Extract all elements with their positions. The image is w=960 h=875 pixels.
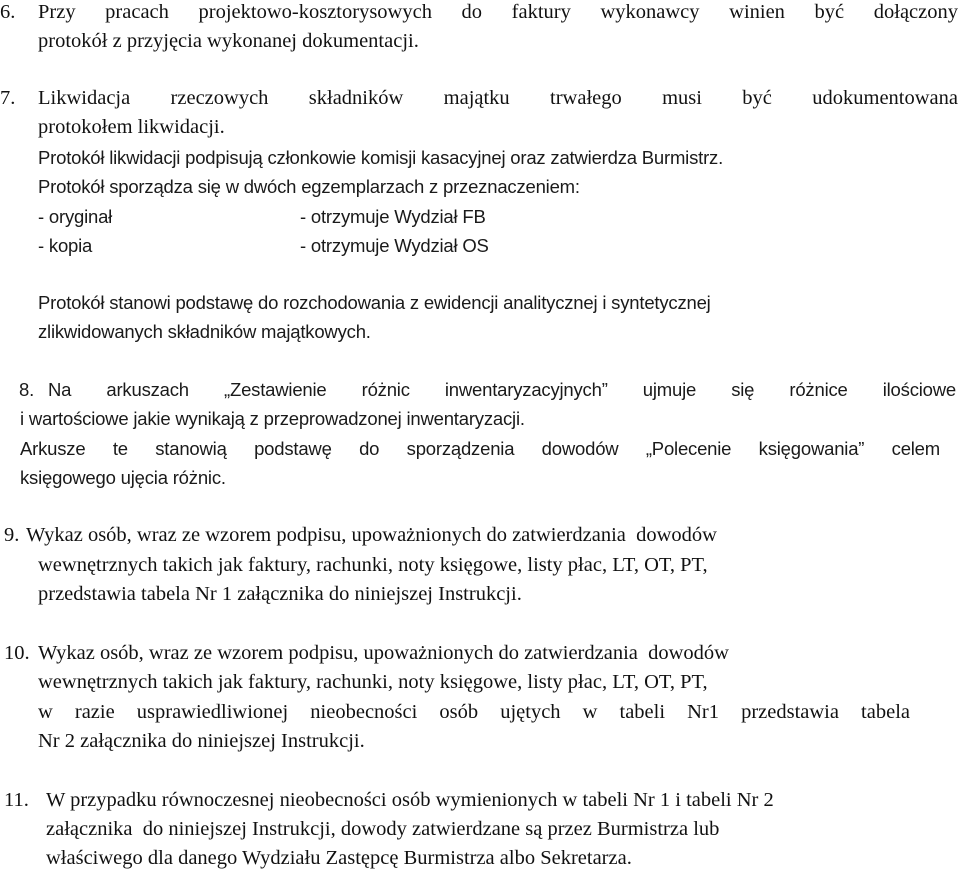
section-7-number: 7. (0, 87, 16, 109)
section-10-line-1: Wykaz osób, wraz ze wzorem podpisu, upoważnionych do zatwierdzania dowodów (38, 642, 729, 664)
section-7-line-5: Protokół stanowi podstawę do rozchodowania z ewidencji analitycznej i syntetycznej (38, 292, 711, 313)
copy-kopia-recipient: - otrzymuje Wydział OS (300, 235, 489, 256)
copy-original-label: - oryginał (38, 206, 113, 227)
section-7-line-6: zlikwidowanych składników majątkowych. (38, 321, 371, 342)
section-8-line-2: i wartościowe jakie wynikają z przeprowadzonej inwentaryzacji. (20, 408, 525, 429)
section-9-line-3: przedstawia tabela Nr 1 załącznika do niniejszej Instrukcji. (38, 583, 522, 605)
copy-kopia-label: - kopia (38, 235, 93, 256)
section-10-line-3: w razie usprawiedliwionej nieobecności osób ujętych w tabeli Nr1 przedstawia tabela (38, 701, 910, 723)
section-6-number: 6. (0, 1, 16, 23)
section-7-line-4: Protokół sporządza się w dwóch egzemplarzach z przeznaczeniem: (38, 176, 580, 197)
section-10-line-2: wewnętrznych takich jak faktury, rachunki, noty księgowe, listy płac, LT, OT, PT, (38, 671, 708, 693)
section-11-number: 11. (4, 789, 29, 811)
section-7-line-2: protokołem likwidacji. (38, 116, 225, 138)
section-11-line-1: W przypadku równoczesnej nieobecności osób wymienionych w tabeli Nr 1 i tabeli Nr 2 (46, 789, 774, 811)
section-8-line-1: Na arkuszach „Zestawienie różnic inwentaryzacyjnych” ujmuje się różnice ilościowe (48, 379, 956, 400)
section-7-line-3: Protokół likwidacji podpisują członkowie komisji kasacyjnej oraz zatwierdza Burmistrz. (38, 147, 724, 168)
section-9-line-1: Wykaz osób, wraz ze wzorem podpisu, upoważnionych do zatwierdzania dowodów (26, 524, 717, 546)
copy-original-recipient: - otrzymuje Wydział FB (300, 206, 486, 227)
section-8-line-3: Arkusze te stanowią podstawę do sporządzenia dowodów „Polecenie księgowania” celem (20, 438, 940, 459)
section-11-line-2: załącznika do niniejszej Instrukcji, dowody zatwierdzane są przez Burmistrza lub (46, 818, 720, 840)
section-10-line-4: Nr 2 załącznika do niniejszej Instrukcji. (38, 730, 365, 752)
section-7-line-1: Likwidacja rzeczowych składników majątku trwałego musi być udokumentowana (38, 87, 958, 109)
section-11-line-3: właściwego dla danego Wydziału Zastępcę Burmistrza albo Sekretarza. (46, 847, 632, 869)
section-6-line-2: protokół z przyjęcia wykonanej dokumentacji. (38, 30, 419, 52)
section-10-number: 10. (4, 642, 30, 664)
section-8-number: 8. (19, 379, 35, 400)
section-6-line-1: Przy pracach projektowo-kosztorysowych do faktury wykonawcy winien być dołączony (38, 1, 958, 23)
section-9-number: 9. (4, 524, 20, 546)
section-8-line-4: księgowego ujęcia różnic. (20, 467, 226, 488)
section-9-line-2: wewnętrznych takich jak faktury, rachunki, noty księgowe, listy płac, LT, OT, PT, (38, 554, 708, 576)
